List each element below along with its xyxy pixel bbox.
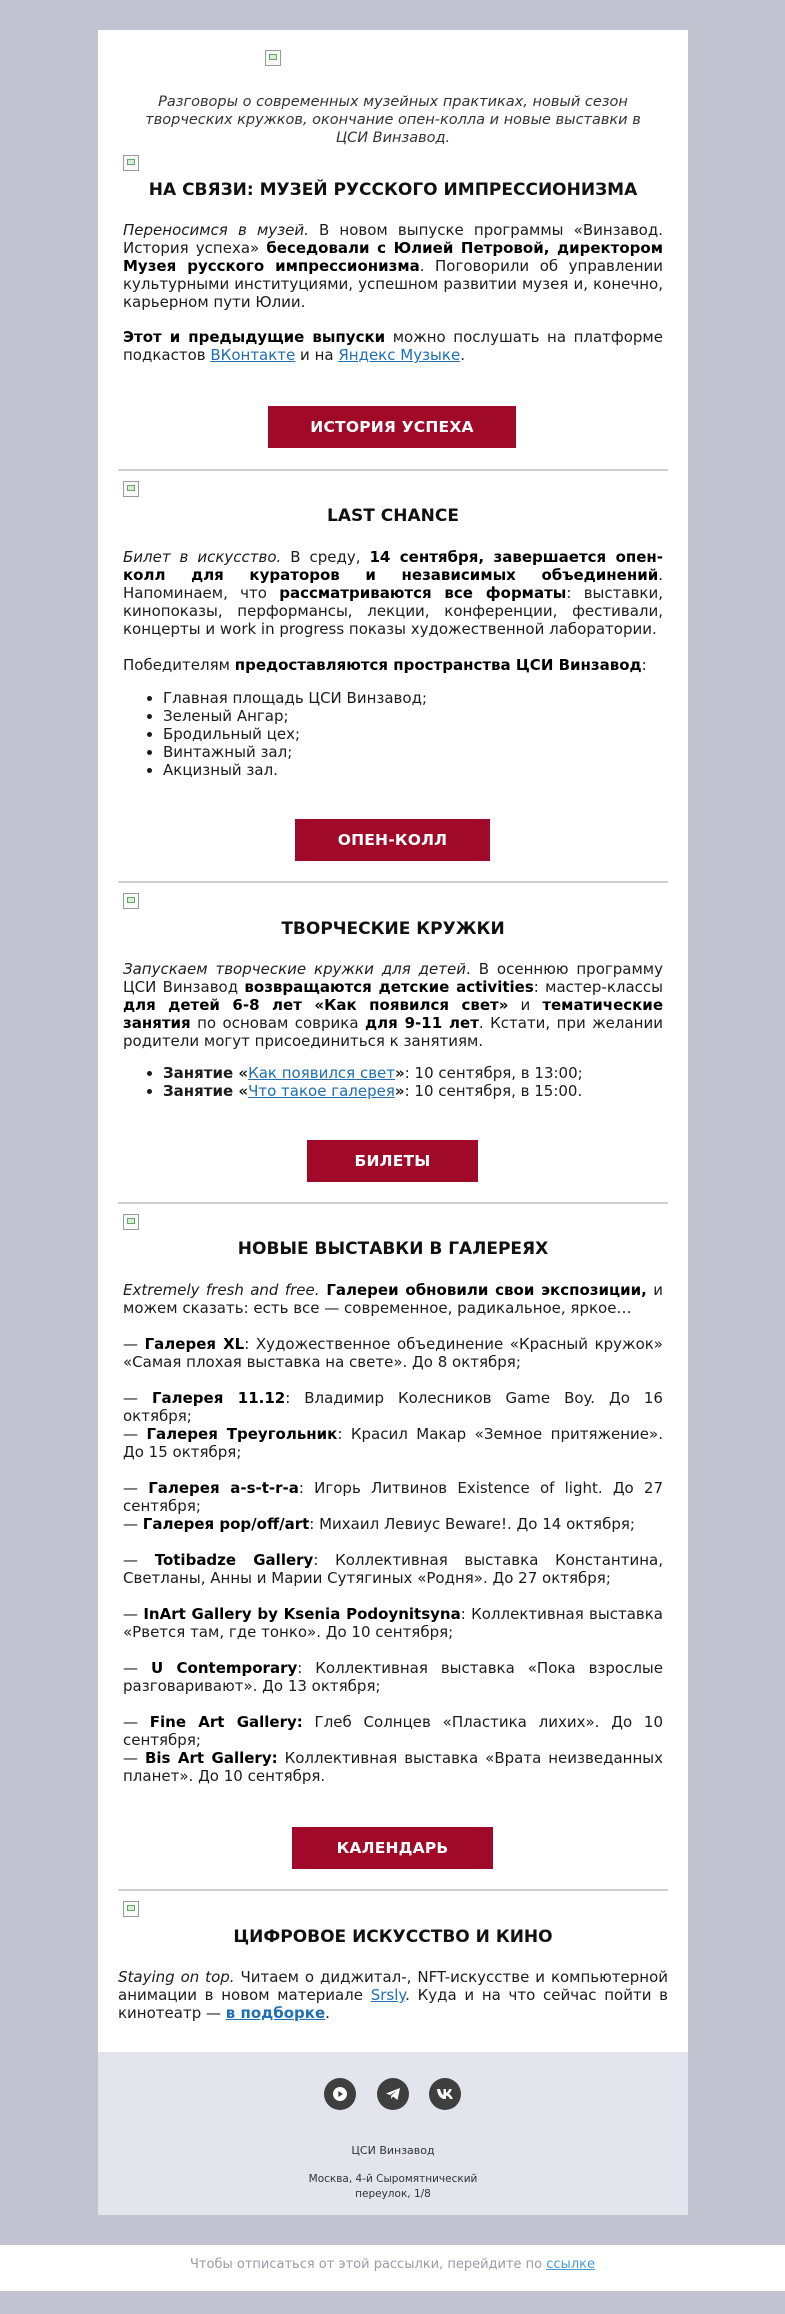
list-item: • Винтажный зал;	[163, 743, 683, 761]
divider	[118, 1889, 668, 1891]
gallery-entry: — InArt Gallery by Ksenia Podoynitsyna: Коллективная выставка «Рвется там, где тонко». До 10 сентября;	[123, 1605, 663, 1641]
class-light-link[interactable]: Как появился свет	[248, 1064, 396, 1082]
section3-image	[123, 893, 139, 909]
tickets-button[interactable]: БИЛЕТЫ	[307, 1140, 478, 1182]
list-item: • Акцизный зал.	[163, 761, 683, 779]
logo-image	[265, 50, 281, 66]
section4-intro: Extremely fresh and free. Галереи обновили свои экспозиции, и можем сказать: есть все — современное, радикальное, яркое…	[123, 1281, 663, 1317]
list-item: • Бродильный цех;	[163, 725, 683, 743]
section2-title: LAST CHANCE	[327, 506, 459, 526]
classes-list	[143, 1064, 683, 1100]
section4-title: НОВЫЕ ВЫСТАВКИ В ГАЛЕРЕЯХ	[237, 1239, 549, 1259]
collection-link[interactable]: в подборке	[225, 2004, 326, 2022]
calendar-button[interactable]: КАЛЕНДАРЬ	[292, 1827, 493, 1869]
gallery-entry: — Галерея XL: Художественное объединение «Красный кружок» «Самая плохая выставка на свете». До 8 октября;	[123, 1335, 663, 1371]
youtube-icon[interactable]	[324, 2078, 356, 2110]
unsubscribe-text: Чтобы отписаться от этой рассылки, перейдите по ссылке	[190, 2257, 595, 2272]
list-item: • Занятие «Как появился свет»: 10 сентября, в 13:00;	[163, 1064, 683, 1082]
section5-title: ЦИФРОВОЕ ИСКУССТВО И КИНО	[233, 1927, 553, 1947]
gallery-entry: — Fine Art Gallery: Глеб Солнцев «Пластика лихих». До 10 сентября;	[123, 1713, 663, 1749]
spaces-list	[143, 689, 683, 779]
divider	[118, 881, 668, 883]
section2-image	[123, 481, 139, 497]
gallery-entry: — Галерея pop/off/art: Михаил Левиус Beware!. До 14 октября;	[123, 1515, 635, 1533]
srsly-link[interactable]: Srsly	[370, 1986, 406, 2004]
class-gallery-link[interactable]: Что такое галерея	[248, 1082, 395, 1100]
divider	[118, 1202, 668, 1204]
vk-podcast-link[interactable]: ВКонтакте	[210, 346, 296, 364]
gallery-entry: — U Contemporary: Коллективная выставка «Пока взрослые разговаривают». До 13 октября;	[123, 1659, 663, 1695]
section5-paragraph: Staying on top. Читаем о диджитал-, NFT-искусстве и компьютерной анимации в новом материале Srsly. Куда и на что сейчас пойти в кинотеатр — в подборке.	[118, 1968, 668, 2022]
gallery-entry: — Галерея a-s-t-r-a: Игорь Литвинов Existence of light. До 27 сентября;	[123, 1479, 664, 1515]
yandex-music-link[interactable]: Яндекс Музыке	[338, 346, 461, 364]
section1-title: НА СВЯЗИ: МУЗЕЙ РУССКОГО ИМПРЕССИОНИЗМА	[148, 180, 638, 200]
list-item: • Занятие «Что такое галерея»: 10 сентября, в 15:00.	[163, 1082, 683, 1100]
success-story-button[interactable]: ИСТОРИЯ УСПЕХА	[268, 406, 516, 448]
unsubscribe-link[interactable]: ссылке	[546, 2257, 595, 2272]
section2-paragraph: Билет в искусство. В среду, 14 сентября, завершается опен-колл для кураторов и независимых объединений. Напоминаем, что рассматриваются все форматы: выставки, кинопоказы, перформансы, лекции, конференции, фестивали, концерты и work in progress показы художественной лаборатории.	[123, 548, 664, 638]
telegram-icon[interactable]	[377, 2078, 409, 2110]
footer-address-line2: переулок, 1/8	[355, 2188, 431, 2200]
vk-icon[interactable]	[429, 2078, 461, 2110]
section4-image	[123, 1214, 139, 1230]
list-item: • Главная площадь ЦСИ Винзавод;	[163, 689, 683, 707]
gallery-entry: — Bis Art Gallery: Коллективная выставка «Врата неизведанных планет». До 10 сентября.	[123, 1749, 663, 1785]
section1-image	[123, 155, 139, 171]
divider	[118, 469, 668, 471]
section1-paragraph2: Этот и предыдущие выпуски можно послушать на платформе подкастов ВКонтакте и на Яндекс Музыке.	[123, 328, 663, 364]
section1-paragraph: Переносимся в музей. В новом выпуске программы «Винзавод. История успеха» беседовали с Юлией Петровой, директором Музея русского импрессионизма. Поговорили об управлении культурными институциями, успешном развитии музея и, конечно, карьерном пути Юлии.	[123, 221, 663, 311]
intro-text: Разговоры о современных музейных практиках, новый сезон творческих кружков, окончание опен-колла и новые выставки в ЦСИ Винзавод.	[145, 94, 641, 146]
footer-org: ЦСИ Винзавод	[351, 2144, 435, 2157]
footer-address-line1: Москва, 4-й Сыромятнический	[308, 2173, 478, 2185]
section3-paragraph: Запускаем творческие кружки для детей. В осеннюю программу ЦСИ Винзавод возвращаются детские activities: мастер-классы для детей 6-8 лет «Как появился свет» и тематические занятия по основам соврика для 9-11 лет. Кстати, при желании родители могут присоединиться к занятиям.	[123, 960, 664, 1050]
gallery-entry: — Галерея 11.12: Владимир Колесников Game Boy. До 16 октября;	[123, 1389, 663, 1425]
section2-paragraph2: Победителям предоставляются пространства ЦСИ Винзавод:	[123, 656, 647, 674]
section5-image	[123, 1901, 139, 1917]
section1-italic: Переносимся в музей.	[123, 221, 309, 239]
list-item: • Зеленый Ангар;	[163, 707, 683, 725]
section3-title: ТВОРЧЕСКИЕ КРУЖКИ	[281, 919, 505, 939]
open-call-button[interactable]: ОПЕН-КОЛЛ	[295, 819, 490, 861]
gallery-entry: — Totibadze Gallery: Коллективная выставка Константина, Светланы, Анны и Марии Сутягиных «Родня». До 27 октября;	[123, 1551, 663, 1587]
gallery-entry: — Галерея Треугольник: Красил Макар «Земное притяжение». До 15 октября;	[123, 1425, 663, 1461]
